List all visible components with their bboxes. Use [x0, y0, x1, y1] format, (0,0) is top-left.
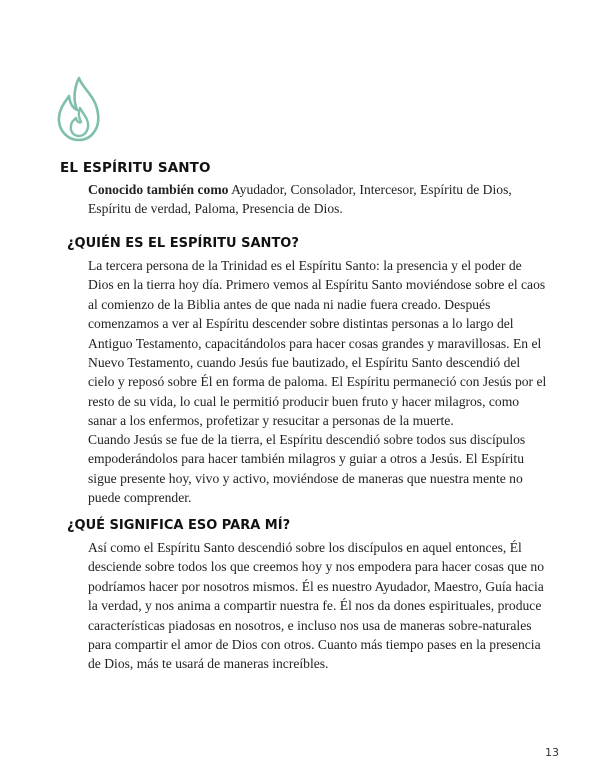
- intro-text: Ayudador, Consolador, Intercesor, Espíritu de Dios, Espíritu de verdad, Paloma, Presencia de Dios.: [88, 182, 512, 217]
- intro-label: Conocido también como: [88, 182, 229, 197]
- section1-paragraph-2: Cuando Jesús se fue de la tierra, el Espíritu descendió sobre todos sus discípulos empoderándolos para hacer también milagros y guiar a otros a Jesús. El Espíritu sigue presente hoy, vivo y activo, moviéndose de maneras que nuestra mente no puede comprender.: [88, 432, 526, 506]
- page-number: 13: [545, 746, 559, 759]
- page-title: EL ESPÍRITU SANTO: [60, 160, 211, 176]
- section-heading-meaning: ¿QUÉ SIGNIFICA ESO PARA MÍ?: [67, 518, 291, 533]
- section2-paragraph-1: Así como el Espíritu Santo descendió sobre los discípulos en aquel entonces, Él desciende sobre todos los que creemos hoy y nos empodera para hacer cosas que no podríamos hacer por nosotros mismos. Él es nuestro Ayudador, Maestro, Guía hacia la verdad, y nos anima a compartir nuestra fe. Él nos da dones espirituales, produce características piadosas en nosotros, e incluso nos usa de maneras sobre-naturales para compartir el amor de Dios con otros. Cuanto más tiempo pases en la presencia de Dios, más te usará de maneras increíbles.: [88, 540, 544, 672]
- section1-paragraph-1: La tercera persona de la Trinidad es el Espíritu Santo: la presencia y el poder de Dios en la tierra hoy día. Primero vemos al Espíritu Santo moviéndose sobre el caos al comienzo de la Biblia antes de que nada ni nadie fuera creado. Después comenzamos a ver al Espíritu descender sobre distintas personas a lo largo del Antiguo Testamento, capacitándolos para hacer cosas grandes y maravillosas. En el Nuevo Testamento, cuando Jesús fue bautizado, el Espíritu Santo descendió del cielo y reposó sobre Él en forma de paloma. El Espíritu permaneció con Jesús por el resto de su vida, lo cual le permitió producir buen fruto y hacer milagros, como sanar a los enfermos, profetizar y resucitar a personas de la muerte.: [88, 258, 547, 429]
- flame-icon: [52, 74, 106, 144]
- section-heading-who: ¿QUIÉN ES EL ESPÍRITU SANTO?: [67, 236, 299, 251]
- intro-paragraph: [88, 180, 548, 219]
